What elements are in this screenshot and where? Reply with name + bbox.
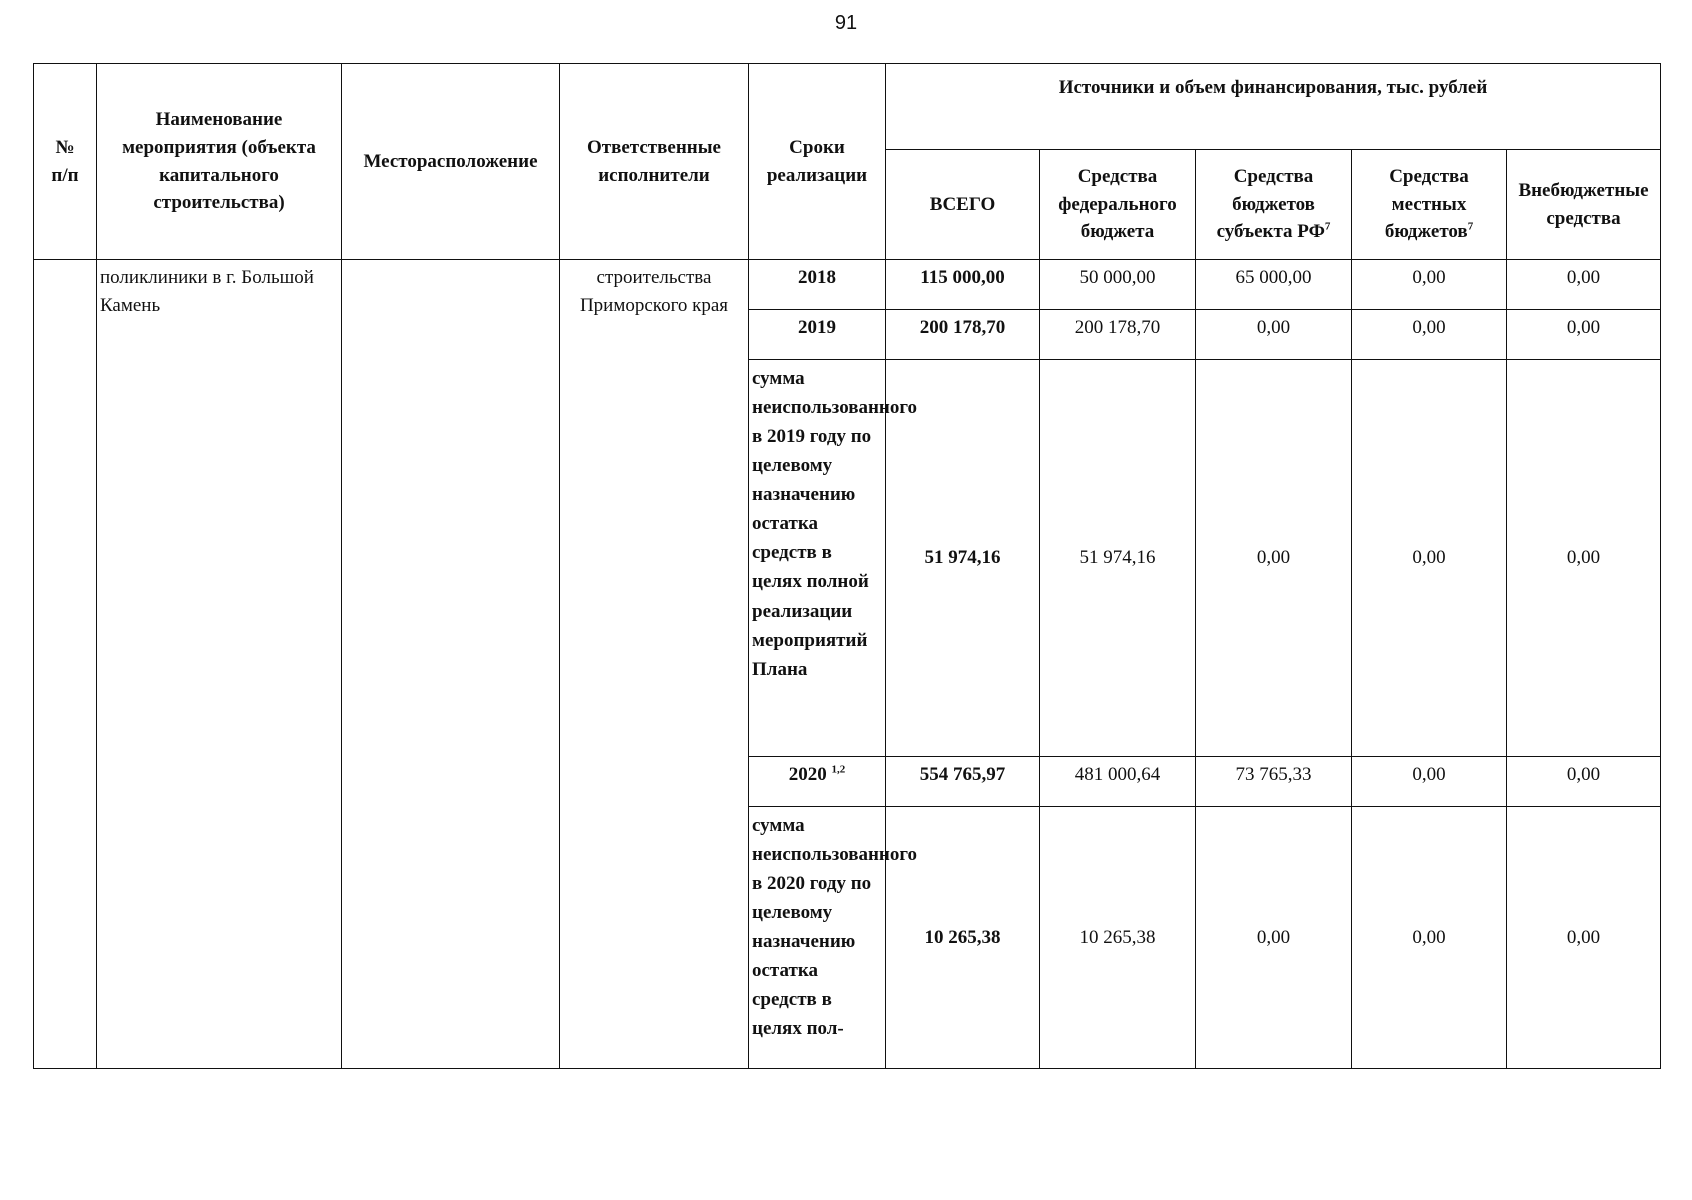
object-num: [34, 260, 97, 1069]
row-local: 0,00: [1352, 360, 1507, 757]
row-total: 200 178,70: [886, 310, 1040, 360]
header-regional-sup: 7: [1324, 220, 1331, 233]
row-extra: 0,00: [1507, 360, 1661, 757]
table-row: [34, 260, 1661, 310]
header-location: Месторасположение: [342, 64, 560, 260]
row-federal: 51 974,16: [1040, 360, 1196, 757]
row-local: 0,00: [1352, 260, 1507, 310]
row-total: 10 265,38: [886, 807, 1040, 1069]
row-local: 0,00: [1352, 757, 1507, 807]
row-extra: 0,00: [1507, 310, 1661, 360]
row-local: 0,00: [1352, 310, 1507, 360]
row-federal: 481 000,64: [1040, 757, 1196, 807]
row-regional: 0,00: [1196, 807, 1352, 1069]
header-total: ВСЕГО: [886, 150, 1040, 260]
header-regional-text: Средства бюджетов субъекта РФ: [1216, 166, 1325, 243]
row-extra: 0,00: [1507, 757, 1661, 807]
object-name: поликлиники в г. Большой Камень: [97, 260, 342, 1069]
row-regional: 0,00: [1196, 310, 1352, 360]
row-local: 0,00: [1352, 807, 1507, 1069]
header-local-sup: 7: [1467, 220, 1474, 233]
row-federal: 10 265,38: [1040, 807, 1196, 1069]
row-federal: 200 178,70: [1040, 310, 1196, 360]
row-total: 554 765,97: [886, 757, 1040, 807]
financing-table: [33, 63, 1661, 1069]
header-federal: Средства федерального бюджета: [1040, 150, 1196, 260]
row-federal: 50 000,00: [1040, 260, 1196, 310]
row-period-sup: 1,2: [831, 763, 846, 776]
row-extra: 0,00: [1507, 260, 1661, 310]
row-period: [749, 757, 886, 807]
row-regional: 73 765,33: [1196, 757, 1352, 807]
row-regional: 65 000,00: [1196, 260, 1352, 310]
object-location: [342, 260, 560, 1069]
row-period-note: [749, 807, 918, 1069]
header-regional: [1196, 150, 1352, 260]
header-extra: Внебюджетные средства: [1507, 150, 1661, 260]
header-num: № п/п: [34, 64, 97, 260]
row-period: 2019: [749, 310, 886, 360]
header-name: Наименование мероприятия (объекта капитального строительства): [97, 64, 342, 260]
object-executors: строительства Приморского края: [560, 260, 749, 1069]
header-sources: Источники и объем финансирования, тыс. рублей: [886, 64, 1661, 150]
row-total: 51 974,16: [886, 360, 1040, 757]
page-number: 91: [834, 12, 858, 34]
row-regional: 0,00: [1196, 360, 1352, 757]
header-period: Сроки реализации: [749, 64, 886, 260]
row-period-note-text: сумма неиспользованного в 2020 году по целевому назначению остатка средств в целях пол-: [752, 815, 918, 1040]
header-executors: Ответственные исполнители: [560, 64, 749, 260]
row-period-note: сумма неиспользованного в 2019 году по целевому назначению остатка средств в целях полной реализации мероприятий Плана: [749, 360, 886, 757]
row-period: 2018: [749, 260, 886, 310]
header-local: [1352, 150, 1507, 260]
row-total: 115 000,00: [886, 260, 1040, 310]
row-extra: 0,00: [1507, 807, 1661, 1069]
row-period-text: 2020: [788, 764, 827, 785]
header-local-text: Средства местных бюджетов: [1384, 166, 1469, 243]
